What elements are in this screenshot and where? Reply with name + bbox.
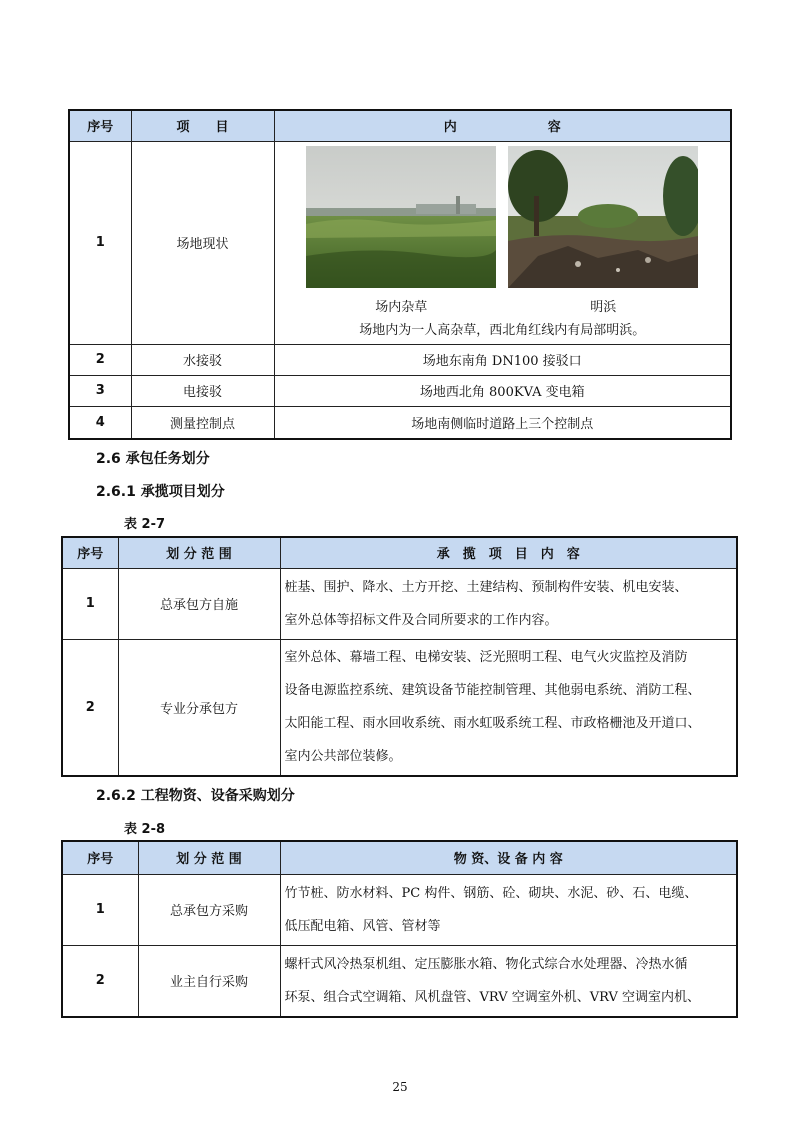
header-content: 物 资、设 备 内 容 — [280, 841, 737, 874]
content-line: 环泵、组合式空调箱、风机盘管、VRV 空调室外机、VRV 空调室内机、 — [284, 989, 700, 1005]
row-no: 2 — [62, 945, 138, 1017]
section-heading-2-6-1: 2.6.1 承揽项目划分 — [96, 484, 225, 500]
content-line: 低压配电箱、风管、管材等 — [284, 918, 441, 934]
row-content: 场地南侧临时道路上三个控制点 — [274, 406, 731, 439]
table-row — [69, 344, 731, 375]
row-item: 测量控制点 — [131, 406, 274, 439]
page-number: 25 — [392, 1080, 408, 1094]
table-header-row — [62, 841, 737, 874]
content-line: 桩基、围护、降水、土方开挖、土建结构、预制构件安装、机电安装、 — [284, 579, 688, 595]
photo-group — [279, 146, 727, 315]
content-line: 室外总体、幕墙工程、电梯安装、泛光照明工程、电气火灾监控及消防 — [284, 650, 688, 666]
header-content: 内 容 — [274, 110, 731, 141]
header-no: 序号 — [69, 110, 131, 141]
row-content — [274, 141, 731, 344]
row-scope: 总承包方采购 — [138, 874, 280, 945]
row-scope: 总承包方自施 — [118, 568, 280, 639]
row-no: 1 — [62, 568, 118, 639]
row-content — [280, 568, 737, 639]
site-status-table — [68, 109, 732, 440]
weeds-photo — [306, 146, 496, 288]
header-no: 序号 — [62, 537, 118, 568]
row-item: 场地现状 — [131, 141, 274, 344]
row-no: 3 — [69, 375, 131, 406]
table-label-2-7: 表 2-7 — [124, 517, 166, 532]
table-header-row — [62, 537, 737, 568]
site-status-note: 场地内为一人高杂草，西北角红线内有局部明浜。 — [359, 322, 646, 338]
table-row — [62, 639, 737, 776]
table-row — [62, 874, 737, 945]
row-scope: 业主自行采购 — [138, 945, 280, 1017]
header-content: 承 揽 项 目 内 容 — [280, 537, 737, 568]
row-content — [280, 945, 737, 1017]
table-row — [69, 141, 731, 344]
table-row — [62, 945, 737, 1017]
content-line: 室内公共部位装修。 — [284, 749, 402, 765]
creek-photo — [508, 146, 698, 288]
content-line: 螺杆式风冷热泵机组、定压膨胀水箱、物化式综合水处理器、冷热水循 — [284, 956, 688, 972]
row-content: 场地东南角 DN100 接驳口 — [274, 344, 731, 375]
row-no: 1 — [62, 874, 138, 945]
row-no: 4 — [69, 406, 131, 439]
row-content: 场地西北角 800KVA 变电箱 — [274, 375, 731, 406]
header-scope: 划 分 范 围 — [138, 841, 280, 874]
row-content — [280, 639, 737, 776]
table-row — [69, 375, 731, 406]
row-content — [280, 874, 737, 945]
photo-caption-weeds: 场内杂草 — [375, 299, 428, 315]
row-item: 电接驳 — [131, 375, 274, 406]
content-line: 室外总体等招标文件及合同所要求的工作内容。 — [284, 612, 558, 628]
header-item: 项 目 — [131, 110, 274, 141]
table-header-row — [69, 110, 731, 141]
photo-weeds-figure — [306, 146, 496, 315]
header-scope: 划 分 范 围 — [118, 537, 280, 568]
content-line: 竹节桩、防水材料、PC 构件、钢筋、砼、砌块、水泥、砂、石、电缆、 — [284, 885, 698, 901]
row-item: 水接驳 — [131, 344, 274, 375]
row-scope: 专业分承包方 — [118, 639, 280, 776]
row-no: 2 — [69, 344, 131, 375]
row-no: 1 — [69, 141, 131, 344]
table-label-2-8: 表 2-8 — [124, 822, 166, 837]
section-heading-2-6-2: 2.6.2 工程物资、设备采购划分 — [96, 788, 295, 804]
content-line: 太阳能工程、雨水回收系统、雨水虹吸系统工程、市政格栅池及开道口、 — [284, 716, 701, 732]
table-row — [69, 406, 731, 439]
content-line: 设备电源监控系统、建筑设备节能控制管理、其他弱电系统、消防工程、 — [284, 683, 701, 699]
photo-caption-creek: 明浜 — [590, 299, 617, 315]
section-heading-2-6: 2.6 承包任务划分 — [96, 451, 210, 467]
header-no: 序号 — [62, 841, 138, 874]
contract-division-table — [61, 536, 738, 777]
photo-creek-figure — [508, 146, 698, 315]
table-row — [62, 568, 737, 639]
row-no: 2 — [62, 639, 118, 776]
procurement-division-table — [61, 840, 738, 1018]
